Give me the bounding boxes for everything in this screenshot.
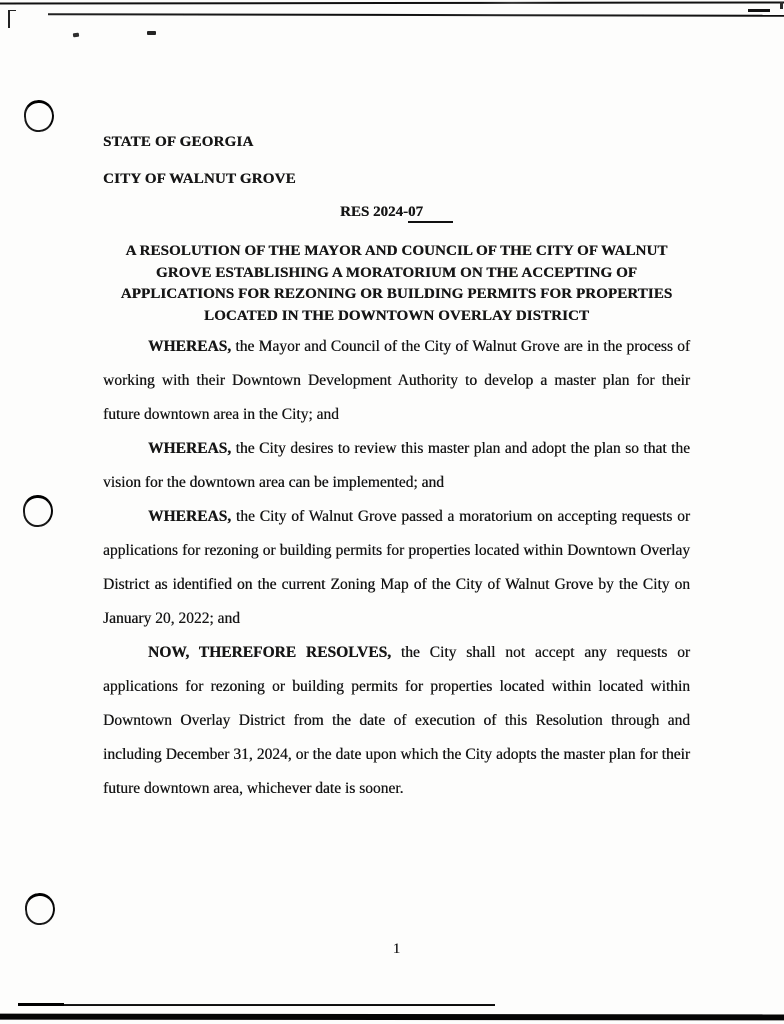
- paragraph-text: the Mayor and Council of the City of Walnut Grove are in the process of working with their Downtown Development Authority to develop a master plan for their future downtown area in the City; and: [103, 338, 690, 423]
- scan-artifact-top-right-dash: [748, 9, 770, 12]
- paragraph-whereas-2: [103, 432, 690, 500]
- resolution-title: [103, 241, 690, 327]
- document-content: [103, 0, 690, 1024]
- paragraph-lead: WHEREAS,: [148, 508, 232, 525]
- resolution-title-line: LOCATED IN THE DOWNTOWN OVERLAY DISTRICT: [203, 307, 590, 324]
- hole-punch-mark: [23, 99, 55, 133]
- paragraph-whereas-3: [103, 500, 690, 636]
- paragraph-whereas-1: [103, 330, 690, 432]
- page-number: 1: [392, 941, 401, 957]
- scan-artifact-bracket-mark: [8, 10, 16, 28]
- scan-artifact-smudge: [73, 33, 79, 38]
- resolution-title-line: GROVE ESTABLISHING A MORATORIUM ON THE ACCEPTING OF: [155, 264, 638, 281]
- resolution-number-value: 07: [407, 204, 423, 220]
- city-caption: CITY OF WALNUT GROVE: [103, 171, 296, 187]
- resolution-number-line: [103, 204, 690, 221]
- paragraph-text: the City shall not accept any requests or applications for rezoning or building permits for properties located within located within Downtown Overlay District from the date of execution of this Resolution through and including December 31, 2024, or the date upon which the City adopts the master plan for their future downtown area, whichever date is sooner.: [103, 644, 690, 797]
- resolution-title-line: A RESOLUTION OF THE MAYOR AND COUNCIL OF THE CITY OF WALNUT: [125, 243, 668, 259]
- hole-punch-mark: [24, 892, 57, 926]
- paragraph-now-therefore: [103, 636, 690, 806]
- resolution-title-line: APPLICATIONS FOR REZONING OR BUILDING PERMITS FOR PROPERTIES: [120, 286, 673, 302]
- paragraph-lead: WHEREAS,: [148, 440, 232, 457]
- resolution-number-prefix: RES 2024-: [340, 204, 408, 220]
- paragraph-lead: WHEREAS,: [148, 338, 232, 355]
- state-caption: STATE OF GEORGIA: [103, 134, 254, 150]
- scan-artifact-right-edge-tick: [780, 2, 783, 9]
- paragraph-lead: NOW, THEREFORE RESOLVES,: [148, 644, 392, 661]
- paragraph-text: the City desires to review this master plan and adopt the plan so that the vision for the downtown area can be implemented; and: [103, 440, 690, 491]
- paragraph-text: the City of Walnut Grove passed a moratorium on accepting requests or applications for rezoning or building permits for properties located within Downtown Overlay District as identified on the current Zoning Map of the City of Walnut Grove by the City on January 20, 2022; and: [103, 508, 690, 627]
- hole-punch-mark: [22, 494, 53, 527]
- resolution-body: [103, 330, 690, 806]
